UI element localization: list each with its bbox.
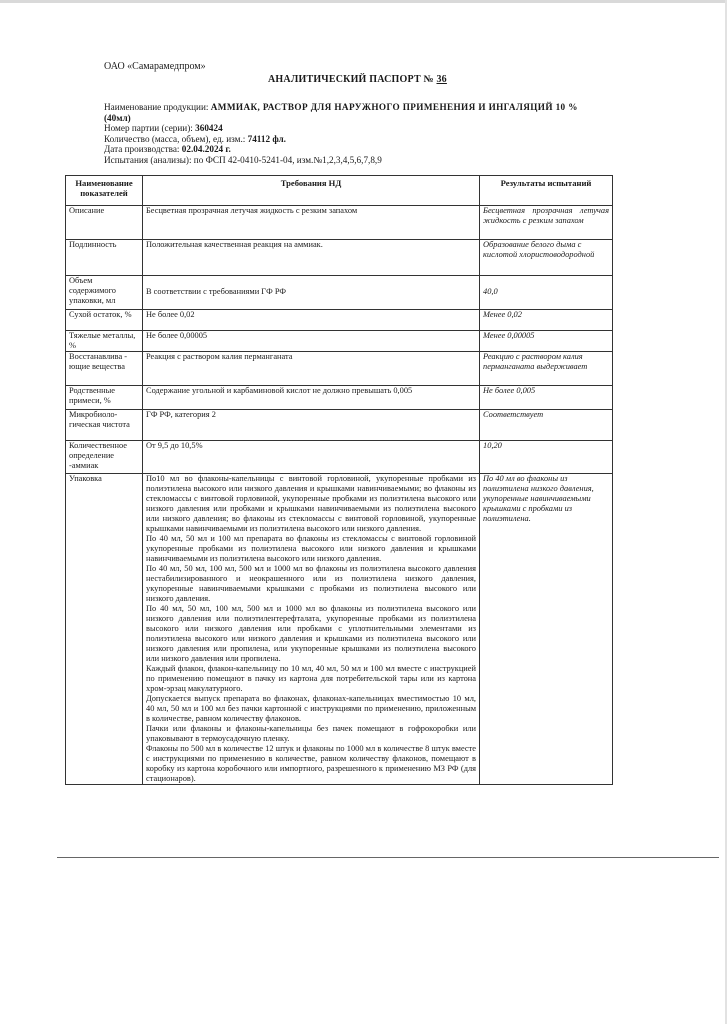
row-name: Описание — [66, 206, 143, 240]
product-info-block — [104, 102, 624, 166]
table-row — [66, 310, 613, 331]
table-row — [66, 441, 613, 474]
title-prefix: АНАЛИТИЧЕСКИЙ ПАСПОРТ № — [268, 74, 434, 85]
row-requirement: Не более 0,02 — [143, 310, 480, 331]
row-result: Реакцию с раствором калия перманганата выдерживает — [480, 352, 613, 386]
packaging-paragraph: По 40 мл, 50 мл и 100 мл препарата во флаконы из стекломассы с винтовой горловиной укупоренные пробками из полиэтилена высокого или низкого давления и крышками навинчиваемыми из полиэтилена высокого или низкого давления. — [146, 534, 476, 563]
passport-number: 36 — [436, 74, 447, 85]
row-result: Менее 0,00005 — [480, 331, 613, 352]
table-header-row — [66, 176, 613, 206]
row-result: Бесцветная прозрачная летучая жидкость с резким запахом — [480, 206, 613, 240]
date-row — [104, 144, 624, 155]
row-requirement: Положительная качественная реакция на аммиак. — [143, 240, 480, 276]
packaging-paragraph: Каждый флакон, флакон-капельницу по 10 мл, 40 мл, 50 мл и 100 мл вместе с инструкцией по применению помещают в пачку из картона для потребительской тары или из картона хром-эрзац макулатурного. — [146, 664, 476, 693]
row-name: Микробиоло- гическая чистота — [66, 410, 143, 441]
row-requirement: От 9,5 до 10,5% — [143, 441, 480, 474]
packaging-paragraph: По10 мл во флаконы-капельницы с винтовой горловиной, укупоренные пробками из полиэтилена высокого или низкого давления и крышками навинчиваемыми; во флаконы из стекломассы с винтовой горловиной, укупоренные пробками из полиэтилена высокого или низкого давления или пробками и крышками навинчиваемыми из полиэтилена высокого или низкого давления; во флаконы из стекломассы с винтовой горловиной, укупоренные крышками навинчиваемыми из полиэтилена высокого или низкого давления. — [146, 474, 476, 533]
packaging-requirement — [143, 474, 480, 785]
batch-row — [104, 123, 624, 134]
row-result: 10,20 — [480, 441, 613, 474]
row-result: Образование белого дыма с кислотой хлористоводородной — [480, 240, 613, 276]
product-volume: (40мл) — [104, 112, 131, 123]
table-row — [66, 276, 613, 310]
batch-value: 360424 — [195, 123, 223, 134]
packaging-result: По 40 мл во флаконы из полиэтилена низкого давления, укупоренные навинчиваемыми крышками с пробками из полиэтилена. — [480, 474, 613, 785]
batch-label: Номер партии (серии): — [104, 123, 193, 134]
product-label: Наименование продукции: — [104, 102, 209, 112]
row-name: Сухой остаток, % — [66, 310, 143, 331]
row-result: 40,0 — [480, 276, 613, 310]
tests-row: Испытания (анализы): по ФСП 42-0410-5241-04, изм.№1,2,3,4,5,6,7,8,9 — [104, 154, 382, 165]
row-requirement: Реакция с раствором калия перманганата — [143, 352, 480, 386]
table-row — [66, 410, 613, 441]
row-name: Тяжелые металлы, % — [66, 331, 143, 352]
row-name: Количественное определение -аммиак — [66, 441, 143, 474]
row-name: Родственные примеси, % — [66, 386, 143, 410]
row-name: Подлинность — [66, 240, 143, 276]
row-requirement: Бесцветная прозрачная летучая жидкость с резким запахом — [143, 206, 480, 240]
row-result: Менее 0,02 — [480, 310, 613, 331]
row-result: Соответствует — [480, 410, 613, 441]
row-result: Не более 0,005 — [480, 386, 613, 410]
packaging-paragraph: Допускается выпуск препарата во флаконах, флаконах-капельницах вместимостью 10 мл, 40 мл, 50 мл и 100 мл без пачки картонной с инструкциями по применению, приложенным в количестве, равном количеству флаконов. — [146, 694, 476, 723]
product-row — [104, 102, 624, 113]
table-row — [66, 386, 613, 410]
row-requirement: В соответствии с требованиями ГФ РФ — [143, 276, 480, 310]
quantity-value: 74112 фл. — [247, 133, 286, 144]
date-label: Дата производства: — [104, 144, 180, 155]
packaging-paragraph: Пачки или флаконы и флаконы-капельницы без пачек помещают в гофрокоробки или упаковывают в термоусадочную пленку. — [146, 724, 476, 743]
bottom-divider — [57, 857, 719, 858]
row-requirement: Содержание угольной и карбаминовой кислот не должно превышать 0,005 — [143, 386, 480, 410]
page-title — [268, 74, 447, 85]
table-row-packaging — [66, 474, 613, 785]
row-name: Объем содержимого упаковки, мл — [66, 276, 143, 310]
table-row — [66, 240, 613, 276]
date-value: 02.04.2024 г. — [181, 144, 231, 155]
row-requirement: ГФ РФ, категория 2 — [143, 410, 480, 441]
organization-name: ОАО «Самарамедпром» — [104, 61, 206, 72]
product-value: АММИАК, РАСТВОР ДЛЯ НАРУЖНОГО ПРИМЕНЕНИЯ И ИНГАЛЯЦИЙ 10 % — [210, 102, 578, 112]
quantity-row — [104, 134, 624, 145]
header-requirement: Требования НД — [143, 176, 480, 206]
table-row — [66, 352, 613, 386]
product-row-2 — [104, 113, 624, 124]
header-result: Результаты испытаний — [480, 176, 613, 206]
quantity-label: Количество (масса, объем), ед. изм.: — [104, 133, 246, 144]
packaging-paragraph: Флаконы по 500 мл в количестве 12 штук и флаконы по 1000 мл в количестве 8 штук вместе с инструкциями по применению в количестве, равном количеству флаконов, помещают в коробку из картона коробочного или импортного, разрешенного к применению МЗ РФ (для стационаров). — [146, 744, 476, 783]
scan-edge-top — [0, 0, 727, 3]
packaging-paragraph: По 40 мл, 50 мл, 100 мл, 500 мл и 1000 мл во флаконы из полиэтилена высокого или низкого давления или полиэтилентерефталата, укупоренные пробками из полиэтилена высокого или низкого давления или пробками с уплотнительными элементами из полиэтилена высокого или низкого давления и крышками из полиэтилена высокого или низкого давления или пропилена, или укупоренные крышками из полиэтилена высокого или низкого давления или пропилена. — [146, 604, 476, 663]
row-name: Восстанавлива - ющие вещества — [66, 352, 143, 386]
test-results-table — [65, 175, 613, 785]
table-row — [66, 206, 613, 240]
table-row — [66, 331, 613, 352]
packaging-paragraph: По 40 мл, 50 мл, 100 мл, 500 мл и 1000 мл во флаконы из полиэтилена высокого давления нестабилизированного и неокрашенного или из полиэтилена низкого давления, укупоренные навинчиваемыми крышками с пробками из полиэтилена высокого или низкого давления. — [146, 564, 476, 603]
header-indicator: Наименование показателей — [66, 176, 143, 206]
row-name: Упаковка — [66, 474, 143, 785]
row-requirement: Не более 0,00005 — [143, 331, 480, 352]
